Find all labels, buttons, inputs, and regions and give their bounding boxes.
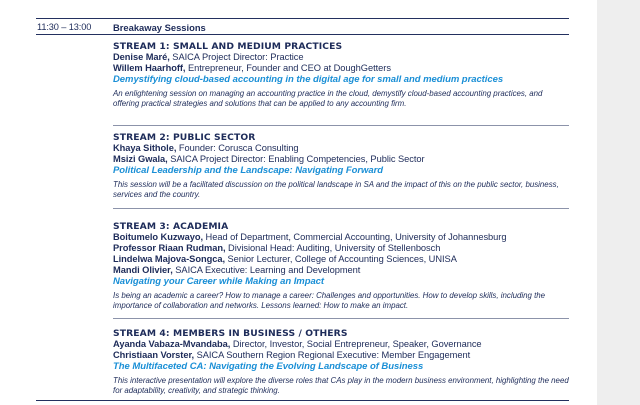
speaker-role: Senior Lecturer, College of Accounting Sciences, UNISA: [224, 254, 457, 264]
speaker-role: SAICA Southern Region Regional Executive: Member Engagement: [194, 350, 471, 360]
speaker-name: Willem Haarhoff,: [113, 63, 186, 73]
stream-4: [113, 328, 569, 395]
stream-heading: STREAM 4: MEMBERS IN BUSINESS / OTHERS: [113, 328, 348, 339]
speaker: [113, 265, 569, 276]
stream-2: [113, 132, 569, 199]
speaker: [113, 254, 569, 265]
stream-3: [113, 221, 569, 310]
speaker: [113, 154, 569, 165]
speaker-role: Founder: Corusca Consulting: [176, 143, 299, 153]
stream-heading: STREAM 2: PUBLIC SECTOR: [113, 132, 256, 143]
speaker: [113, 350, 569, 361]
session-description: This session will be a facilitated discussion on the political landscape in SA and the impact of this on the public sector, business, services and the country.: [113, 180, 559, 199]
speaker-role: SAICA Project Director: Enabling Competencies, Public Sector: [167, 154, 425, 164]
speaker: [113, 52, 569, 63]
speaker-role: Director, Investor, Social Entrepreneur, Speaker, Governance: [230, 339, 482, 349]
side-panel: [597, 0, 640, 405]
speaker-role: Entrepreneur, Founder and CEO at DoughGetters: [185, 63, 391, 73]
speaker: [113, 143, 569, 154]
speaker-name: Christiaan Vorster,: [113, 350, 195, 360]
session-description: This interactive presentation will explore the diverse roles that CAs play in the modern business environment, highlighting the need for adaptability, creativity, and strategic thinking.: [113, 376, 569, 395]
stream-divider: [113, 125, 569, 126]
section-title: Breakaway Sessions: [113, 22, 206, 33]
stream-heading: STREAM 3: ACADEMIA: [113, 221, 229, 232]
speaker-name: Denise Maré,: [113, 52, 170, 62]
bottom-divider: [36, 400, 569, 401]
speaker-role: Head of Department, Commercial Accounting, University of Johannesburg: [203, 232, 507, 242]
speaker-name: Mandi Olivier,: [113, 265, 173, 275]
speaker-role: SAICA Executive: Learning and Development: [172, 265, 361, 275]
stream-heading: STREAM 1: SMALL AND MEDIUM PRACTICES: [113, 41, 343, 52]
speaker: [113, 232, 569, 243]
stream-divider: [113, 208, 569, 209]
title-divider: [36, 34, 569, 35]
stream-1: [113, 41, 569, 108]
session-time: 11:30 – 13:00: [37, 22, 92, 32]
session-title: Demystifying cloud-based accounting in the digital age for small and medium practices: [113, 74, 504, 85]
session-title: The Multifaceted CA: Navigating the Evolving Landscape of Business: [113, 361, 424, 372]
speaker: [113, 339, 569, 350]
session-description: Is being an academic a career? How to manage a career: Challenges and opportunities. How to develop skills, including the importance of collaboration and networks. Lessons learned: How to make an impact.: [113, 291, 546, 310]
speaker-name: Khaya Sithole,: [113, 143, 177, 153]
session-title: Navigating your Career while Making an Impact: [113, 276, 325, 287]
session-description: An enlightening session on managing an accounting practice in the cloud, demystify cloud-based accounting practices, and offering practical strategies and solutions that can be applied to any accounting firm.: [113, 89, 543, 108]
speaker-role: Divisional Head: Auditing, University of Stellenbosch: [225, 243, 441, 253]
speaker-name: Boitumelo Kuzwayo,: [113, 232, 204, 242]
session-title: Political Leadership and the Landscape: Navigating Forward: [113, 165, 384, 176]
speaker-name: Professor Riaan Rudman,: [113, 243, 226, 253]
speaker: [113, 243, 569, 254]
speaker-role: SAICA Project Director: Practice: [169, 52, 304, 62]
speaker-name: Msizi Gwala,: [113, 154, 168, 164]
speaker: [113, 63, 569, 74]
top-divider: [36, 18, 569, 19]
speaker-name: Ayanda Vabaza-Mvandaba,: [113, 339, 231, 349]
speaker-name: Lindelwa Majova-Songca,: [113, 254, 225, 264]
stream-divider: [113, 318, 569, 319]
